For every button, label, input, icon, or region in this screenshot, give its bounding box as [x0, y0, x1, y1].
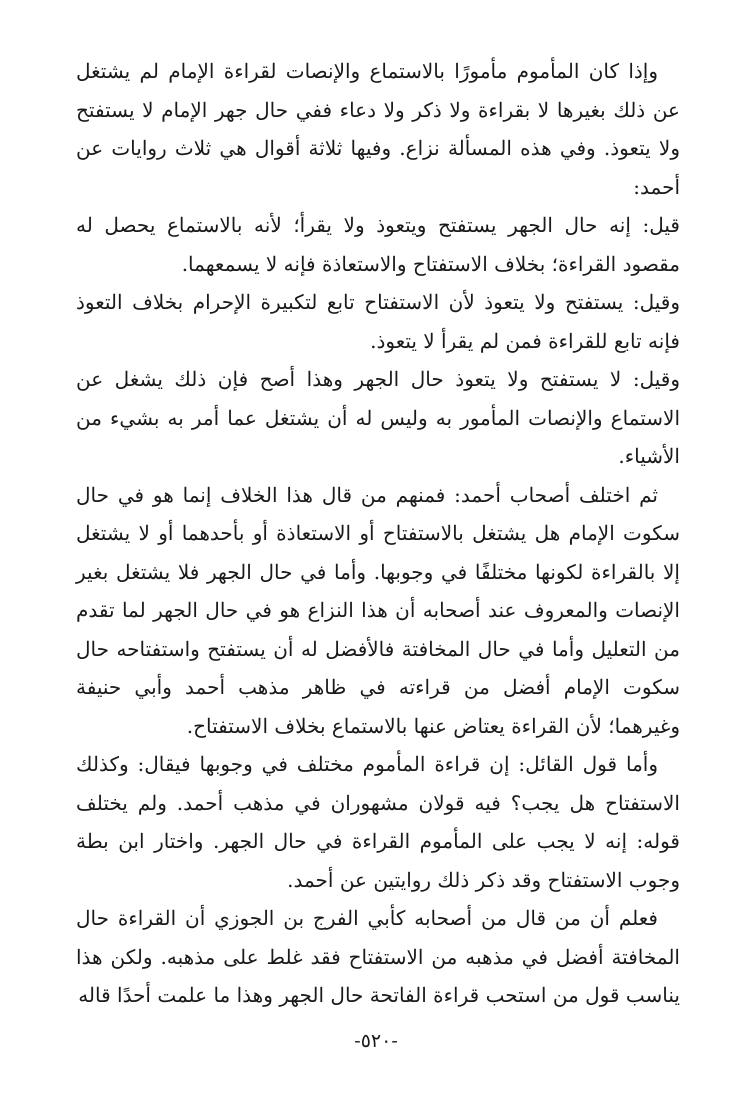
paragraph-7: فعلم أن من قال من أصحابه كأبي الفرج بن الجوزي أن القراءة حال المخافتة أفضل في مذهبه من الاستفتاح فقد غلط على مذهبه. ولكن هذا يناسب قول من استحب قراءة الفاتحة حال الجهر وهذا ما علمت أحدًا قاله [76, 906, 680, 1007]
paragraph-4: وقيل: لا يستفتح ولا يتعوذ حال الجهر وهذا أصح فإن ذلك يشغل عن الاستماع والإنصات المأمور به وليس له أن يشتغل عما أمر به بشيء من الأشياء. [76, 367, 680, 468]
paragraph-3: وقيل: يستفتح ولا يتعوذ لأن الاستفتاح تابع لتكبيرة الإحرام بخلاف التعوذ فإنه تابع للقراءة فمن لم يقرأ لا يتعوذ. [76, 290, 680, 353]
paragraph-5: ثم اختلف أصحاب أحمد: فمنهم من قال هذا الخلاف إنما هو في حال سكوت الإمام هل يشتغل بالاستفتاح أو الاستعاذة أو بأحدهما أو لا يشتغل إلا بالقراءة لكونها مختلفًا في وجوبها. وأما في حال الجهر فلا يشتغل بغير الإنصات والمعروف عند أصحابه أن هذا النزاع هو في حال الجهر لما تقدم من التعليل وأما في حال المخافتة فالأفضل له أن يستفتح واستفتاحه حال سكوت الإمام أفضل من قراءته في ظاهر مذهب أحمد وأبي حنيفة وغيرهما؛ لأن القراءة يعتاض عنها بالاستماع بخلاف الاستفتاح. [76, 482, 680, 738]
page-number: -٥٢٠- [354, 1030, 398, 1052]
paragraph-1: وإذا كان المأموم مأمورًا بالاستماع والإنصات لقراءة الإمام لم يشتغل عن ذلك بغيرها لا بقراءة ولا ذكر ولا دعاء ففي حال جهر الإمام لا يستفتح ولا يتعوذ. وفي هذه المسألة نزاع. وفيها ثلاثة أقوال هي ثلاث روايات عن أحمد: [76, 59, 680, 199]
paragraph-2: قيل: إنه حال الجهر يستفتح ويتعوذ ولا يقرأ؛ لأنه بالاستماع يحصل له مقصود القراءة؛ بخلاف الاستفتاح والاستعاذة فإنه لا يسمعهما. [76, 213, 680, 276]
paragraph-6: وأما قول القائل: إن قراءة المأموم مختلف في وجوبها فيقال: وكذلك الاستفتاح هل يجب؟ فيه قولان مشهوران في مذهب أحمد. ولم يختلف قوله: إنه لا يجب على المأموم القراءة في حال الجهر. واختار ابن بطة وجوب الاستفتاح وقد ذكر ذلك روايتين عن أحمد. [76, 752, 680, 892]
body-text [76, 52, 680, 1015]
